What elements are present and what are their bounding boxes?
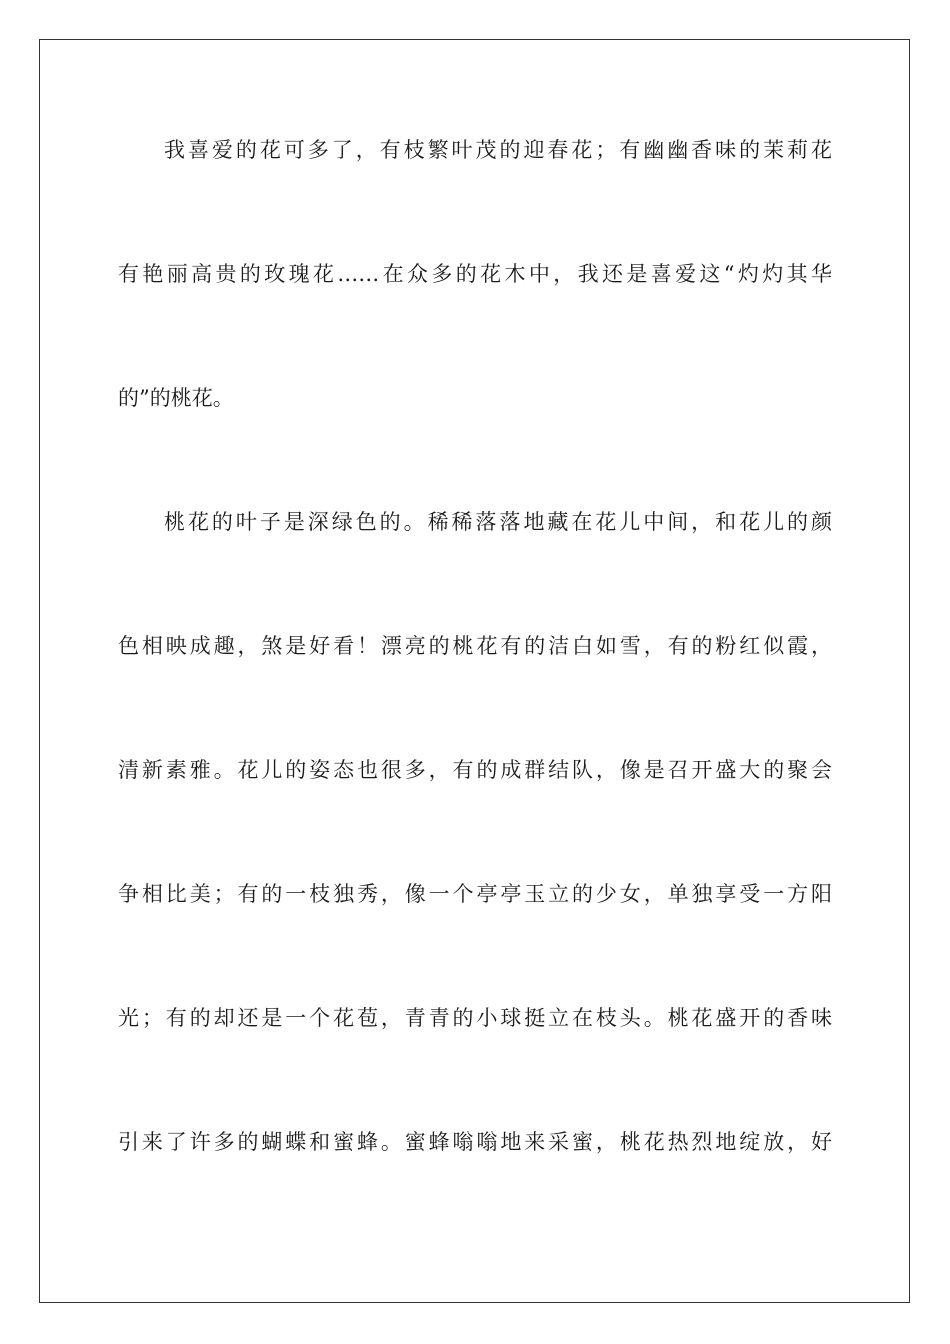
paragraph-2-line-6: 引来了许多的蝴蝶和蜜蜂。蜜蜂嗡嗡地来采蜜，桃花热烈地绽放，好 (118, 1130, 832, 1154)
paragraph-1-line-2: 有艳丽高贵的玫瑰花……在众多的花木中，我还是喜爱这“灼灼其华 (118, 262, 832, 286)
paragraph-1-line-1: 我喜爱的花可多了，有枝繁叶茂的迎春花；有幽幽香味的茉莉花 (164, 138, 832, 162)
paragraph-2-line-3: 清新素雅。花儿的姿态也很多，有的成群结队，像是召开盛大的聚会 (118, 758, 832, 782)
paragraph-2-line-2: 色相映成趣，煞是好看！漂亮的桃花有的洁白如雪，有的粉红似霞， (118, 634, 832, 658)
paragraph-2-line-4: 争相比美；有的一枝独秀，像一个亭亭玉立的少女，单独享受一方阳 (118, 882, 832, 906)
paragraph-1-line-3: 的”的桃花。 (118, 386, 234, 410)
paragraph-2-line-5: 光；有的却还是一个花苞，青青的小球挺立在枝头。桃花盛开的香味 (118, 1006, 832, 1030)
paragraph-2-line-1: 桃花的叶子是深绿色的。稀稀落落地藏在花儿中间，和花儿的颜 (164, 510, 832, 534)
page-border (39, 39, 910, 1303)
